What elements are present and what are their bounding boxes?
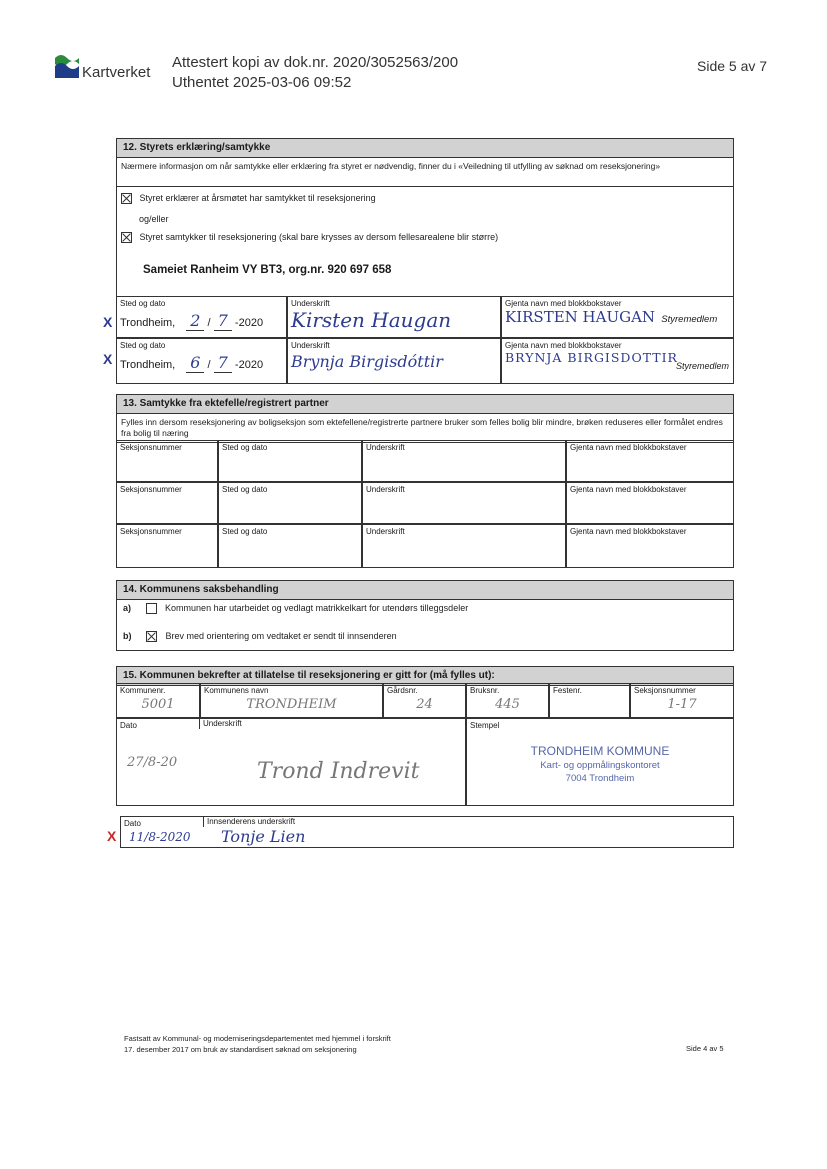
row1-sign-text: Kirsten Haugan xyxy=(291,308,452,332)
row1-month: 7 xyxy=(214,311,232,331)
section-14 xyxy=(116,580,734,651)
section-13-info: Fylles inn dersom reseksjonering av boligseksjon som ektefellene/registrerte partnere bruker som felles bolig blir mindre, brøken reduseres eller formålet endres fra bolig til næring xyxy=(117,414,733,443)
row2-signature xyxy=(287,338,501,384)
s15-field-label: Kommunenr. xyxy=(120,686,166,695)
checkbox-styre-samtykke[interactable] xyxy=(121,232,132,243)
option-1 xyxy=(121,193,376,204)
s13-col-label: Seksjonsnummer xyxy=(120,443,182,452)
s15-field xyxy=(383,683,466,718)
row2-role: Styremedlem xyxy=(675,361,729,371)
s13-cell xyxy=(362,524,566,568)
and-or-label: og/eller xyxy=(139,214,169,224)
row1-day: 2 xyxy=(186,311,204,331)
s15-field-label: Kommunens navn xyxy=(204,686,269,695)
row2-day: 6 xyxy=(186,353,204,373)
row2-place: Trondheim, xyxy=(120,359,176,371)
footer-line-2: 17. desember 2017 om bruk av standardisert søknad om seksjonering xyxy=(124,1045,357,1054)
s15-field-value: 5001 xyxy=(141,697,175,712)
option-2-label: Styret samtykker til reseksjonering (skal bare krysses av dersom fellesarealene blir større) xyxy=(139,232,499,242)
s13-cell xyxy=(566,482,734,524)
s15-signature: Trond Indrevit xyxy=(257,759,420,784)
row1-signature xyxy=(287,296,501,338)
submitter-box xyxy=(120,816,734,848)
logo-text: Kartverket xyxy=(82,64,151,81)
s13-col-label: Underskrift xyxy=(366,527,405,536)
stamp-line-2: Kart- og oppmålingskontoret xyxy=(540,760,660,771)
s15-field xyxy=(200,683,383,718)
row1-name-text: KIRSTEN HAUGAN xyxy=(505,308,656,326)
s15-field-label: Festenr. xyxy=(553,686,582,695)
s13-cell xyxy=(566,524,734,568)
stamp-line-1: TRONDHEIM KOMMUNE xyxy=(530,744,670,758)
s15-field xyxy=(466,683,549,718)
s13-col-label: Underskrift xyxy=(366,485,405,494)
stamp-line-3: 7004 Trondheim xyxy=(565,773,635,784)
s13-cell xyxy=(116,524,218,568)
footer-text xyxy=(124,1033,391,1055)
row1-name xyxy=(501,296,734,338)
s13-col-label: Seksjonsnummer xyxy=(120,485,182,494)
item-a-label: a) xyxy=(123,603,132,613)
s13-cell xyxy=(218,524,362,568)
row1-year: -2020 xyxy=(234,317,264,329)
option-2 xyxy=(121,232,498,243)
s16-date-value: 11/8-2020 xyxy=(129,830,191,844)
section-13-title: 13. Samtykke fra ektefelle/registrert partner xyxy=(117,395,733,414)
checkbox-arsmote[interactable] xyxy=(121,193,132,204)
option-1-label: Styret erklærer at årsmøtet har samtykket til reseksjonering xyxy=(139,193,376,203)
s15-field xyxy=(549,683,630,718)
mark-x-row2: X xyxy=(103,351,113,367)
s15-date-value: 27/8-20 xyxy=(127,755,178,770)
item-b-text: Brev med orientering om vedtaket er sendt til innsenderen xyxy=(165,631,397,641)
s15-field-value: 445 xyxy=(495,697,520,712)
org-name: Sameiet Ranheim VY BT3, org.nr. 920 697 658 xyxy=(143,264,392,276)
row2-place-date: Sted og dato Trondheim, 6 / 7 -2020 xyxy=(116,338,287,384)
mark-x-row1: X xyxy=(103,314,113,330)
s15-field-label: Seksjonsnummer xyxy=(634,686,696,695)
row2-name xyxy=(501,338,734,384)
checkbox-brev-sendt[interactable] xyxy=(146,631,157,642)
row2-month: 7 xyxy=(214,353,232,373)
item-b-label: b) xyxy=(123,631,132,641)
label-place-date-2: Sted og dato xyxy=(120,341,166,350)
row1-place-date: Sted og dato Trondheim, 2 / 7 -2020 xyxy=(116,296,287,338)
footer-page: Side 4 av 5 xyxy=(686,1044,724,1053)
s15-field-value: 24 xyxy=(416,697,433,712)
document-fetched: Uthentet 2025-03-06 09:52 xyxy=(172,74,352,91)
s13-cell xyxy=(218,482,362,524)
row2-name-text: BRYNJA BIRGISDOTTIR xyxy=(505,350,678,365)
label-name-blocks-2: Gjenta navn med blokkbokstaver xyxy=(505,341,622,350)
s13-col-label: Underskrift xyxy=(366,443,405,452)
s13-cell xyxy=(362,482,566,524)
label-signature: Underskrift xyxy=(291,299,330,308)
s13-col-label: Gjenta navn med blokkbokstaver xyxy=(570,527,687,536)
section-12-info: Nærmere informasjon om når samtykke eller erklæring fra styret er nødvendig, finner du i «Veiledning til utfylling av søknad om reseksjonering» xyxy=(117,158,733,187)
s13-cell xyxy=(116,482,218,524)
s16-sign-label: Innsenderens underskrift xyxy=(203,817,295,827)
item-b xyxy=(123,631,397,642)
item-a xyxy=(123,603,468,614)
s15-field xyxy=(630,683,734,718)
s15-field xyxy=(116,683,200,718)
s16-signature: Tonje Lien xyxy=(221,827,306,846)
s16-date-label: Dato xyxy=(124,819,141,828)
s13-cell xyxy=(116,440,218,482)
document-header xyxy=(172,53,458,93)
mark-x-submitter: X xyxy=(107,828,117,844)
s15-stamp-label: Stempel xyxy=(470,721,500,730)
s15-date-label: Dato xyxy=(120,721,137,730)
row2-sign-text: Brynja Birgisdóttir xyxy=(291,352,443,371)
kartverket-logo-icon xyxy=(55,52,79,78)
s15-field-label: Gårdsnr. xyxy=(387,686,418,695)
label-signature-2: Underskrift xyxy=(291,341,330,350)
s15-stamp-box xyxy=(466,718,734,806)
s13-cell xyxy=(566,440,734,482)
s13-cell xyxy=(218,440,362,482)
s15-field-value: 1-17 xyxy=(667,697,697,712)
s15-field-value: TRONDHEIM xyxy=(246,697,337,712)
page-number: Side 5 av 7 xyxy=(697,58,768,74)
checkbox-matrikkelkart[interactable] xyxy=(146,603,157,614)
section-14-title: 14. Kommunens saksbehandling xyxy=(117,581,733,600)
document-title: Attestert kopi av dok.nr. 2020/3052563/200 xyxy=(172,54,459,71)
label-place-date: Sted og dato xyxy=(120,299,166,308)
s15-field-label: Bruksnr. xyxy=(470,686,500,695)
s13-col-label: Sted og dato xyxy=(222,443,268,452)
s13-cell xyxy=(362,440,566,482)
s13-col-label: Gjenta navn med blokkbokstaver xyxy=(570,485,687,494)
s15-date-sign xyxy=(116,718,466,806)
item-a-text: Kommunen har utarbeidet og vedlagt matrikkelkart for utendørs tilleggsdeler xyxy=(165,603,469,613)
s13-col-label: Sted og dato xyxy=(222,527,268,536)
s13-col-label: Gjenta navn med blokkbokstaver xyxy=(570,443,687,452)
section-12-title: 12. Styrets erklæring/samtykke xyxy=(117,139,733,158)
label-name-blocks: Gjenta navn med blokkbokstaver xyxy=(505,299,622,308)
row2-year: -2020 xyxy=(234,359,264,371)
s13-col-label: Seksjonsnummer xyxy=(120,527,182,536)
section-15-title: 15. Kommunen bekrefter at tillatelse til reseksjonering er gitt for (må fylles ut): xyxy=(117,667,733,686)
s13-col-label: Sted og dato xyxy=(222,485,268,494)
s15-sign-label: Underskrift xyxy=(199,719,242,729)
row1-place: Trondheim, xyxy=(120,317,176,329)
footer-line-1: Fastsatt av Kommunal- og moderniseringsdepartementet med hjemmel i forskrift xyxy=(124,1034,391,1043)
row1-role: Styremedlem xyxy=(661,314,718,325)
